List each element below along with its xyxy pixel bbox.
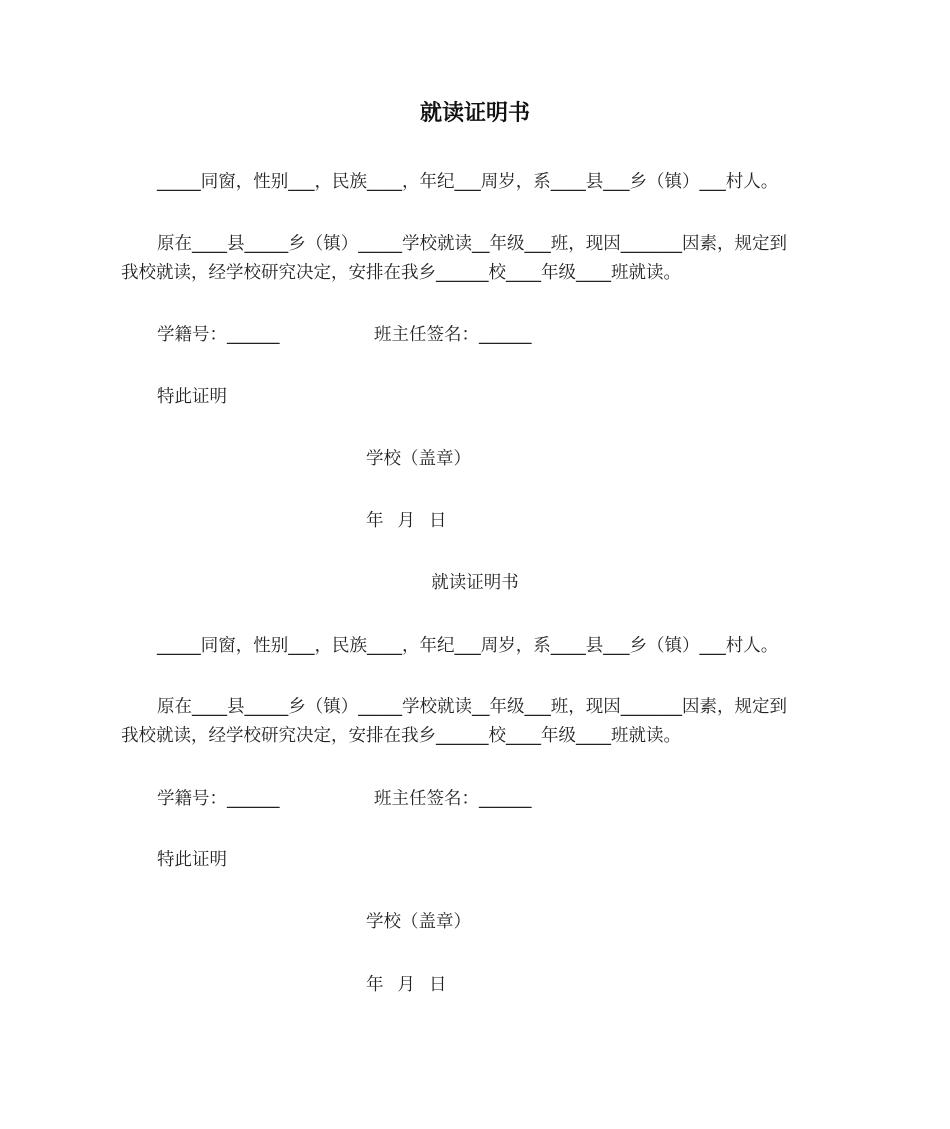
- school-seal-label: 学校（盖章）: [366, 449, 471, 469]
- student-info-line: _____同窗，性别___，民族____，年纪___周岁，系____县___乡（镇）___村人。: [157, 636, 779, 656]
- student-info-line: _____同窗，性别___，民族____，年纪___周岁，系____县___乡（镇）___村人。: [157, 172, 779, 192]
- certify-text: 特此证明: [157, 850, 227, 870]
- date-line: [366, 974, 461, 996]
- date-year: 年: [366, 975, 384, 995]
- date-month: 月: [397, 511, 415, 531]
- transfer-info-line-continued: 我校就读，经学校研究决定，安排在我乡______校____年级____班就读。: [121, 263, 681, 283]
- date-year: 年: [366, 511, 384, 531]
- transfer-info-line: 原在____县_____乡（镇）_____学校就读__年级___班，现因_______因素，规定到: [157, 697, 787, 717]
- teacher-signature-field: 班主任签名：______: [374, 325, 532, 345]
- document-title-second: 就读证明书: [431, 573, 519, 593]
- date-month: 月: [397, 975, 415, 995]
- date-line: [366, 510, 461, 532]
- document-title: 就读证明书: [419, 101, 530, 126]
- registration-number-field: 学籍号：______: [157, 789, 280, 809]
- registration-number-field: 学籍号：______: [157, 325, 280, 345]
- school-seal-label: 学校（盖章）: [366, 912, 471, 932]
- date-day: 日: [429, 975, 447, 995]
- transfer-info-line-continued: 我校就读，经学校研究决定，安排在我乡______校____年级____班就读。: [121, 726, 681, 746]
- teacher-signature-field: 班主任签名：______: [374, 789, 532, 809]
- date-day: 日: [429, 511, 447, 531]
- transfer-info-line: 原在____县_____乡（镇）_____学校就读__年级___班，现因_______因素，规定到: [157, 234, 787, 254]
- certify-text: 特此证明: [157, 387, 227, 407]
